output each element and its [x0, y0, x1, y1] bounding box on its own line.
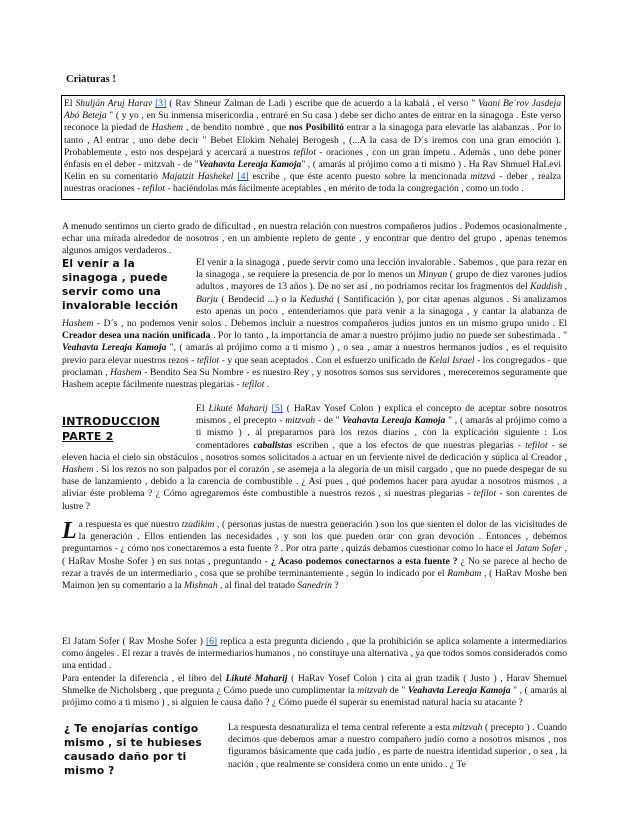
text-run: , ( HaRav Moshe ben Maimon )en su comentario a la: [62, 567, 567, 592]
paragraph-likute-maharij: [62, 403, 567, 513]
side-heading-line: servir como una: [62, 286, 161, 298]
text-run: - los congregados - que proclaman ,: [62, 354, 567, 378]
side-heading-line: causado daño por ti: [64, 751, 187, 763]
text-run: , ( HaRav Moshe Sofer ) en sus notas , preguntando -: [62, 543, 567, 567]
text-run: escribe , que éste acento puesto sobre la mencionada: [248, 171, 471, 183]
text-run: , al final del tratado: [217, 580, 298, 592]
term-mitzva: mitzvá: [470, 171, 496, 183]
term-hashem: Hashem: [151, 122, 184, 134]
term-sanedrin: Sanedrín: [297, 580, 332, 592]
text-run: - y que sean aceptados . Con el esfuerzo unificado de: [219, 354, 429, 366]
text-run: ¿ No se parece al hecho de rezar a través de un intermediario , cosa que se prohíbe terminantemente , según lo indicado por el: [62, 555, 567, 579]
text-run: ( grupo de diez varones judíos adultos , mayores de 13 años ). De no ser así , no podríamos recitar los fragmentos del: [196, 269, 567, 293]
footnote-link-6[interactable]: [6]: [205, 636, 218, 647]
term-majatzit-hashekel: Majatzit Hashekel: [161, 171, 234, 183]
bold-phrase: ¿ Acaso podemos conectarnos a esta fuente ?: [270, 555, 458, 567]
footnote-link-4[interactable]: [4]: [237, 171, 249, 183]
text-run: ( precepto ) . Cuando decimos que debemos amar a nuestro compañero judío como a nosotros mismos , nos figuramos básicamente que cada judío , es parte de nuestra identidad superior , o sea , la nación , que realmente se considera como un ente unido . ¿ Te: [228, 722, 567, 770]
term-mitzvah: mitzvah: [452, 722, 483, 733]
term-kaddish: Kaddish: [530, 281, 563, 293]
text-run: - D´s , no podemos venir solos . Debemos incluir a nuestros compañeros judíos juntos en un mismo grupo unido . El: [93, 318, 567, 330]
text-run: El: [196, 403, 209, 414]
text-run: escriben , que a los efectos de que nuestras plegarias -: [292, 439, 526, 451]
term-hashem: Hashem: [62, 464, 94, 476]
text-run: ( HaRav Yosef Colon ) cita al gran tzadik ( Justo ) , Harav Shemuel Shmelke de Nicholsberg , que pregunta ¿ Cómo puede uno cumplimentar la: [62, 673, 567, 697]
text-run: Para entender la diferencia , el libro del: [62, 673, 226, 684]
text-run: - son carentes de lustre ?: [62, 488, 567, 512]
text-run: a respuesta es que nuestro: [78, 519, 182, 530]
term-veahavta: Veahavta Lereaja Kamoja: [62, 342, 167, 354]
text-run: ( Rav Shneur Zalman de Ladi ) escribe que de acuerdo a la kabalá , el verso ": [166, 98, 479, 109]
text-run: " , ( amarás al prójimo como a ti mismo ) , al prepararnos para los rezos diarios , con la explicación siguiente : Los comentadores: [196, 415, 568, 451]
paragraph-intro: A menudo sentimos un cierto grado de dificultad , en nuestra relación con nuestros compañeros judíos . Podemos ocasionalmente , echar una mirada alrededor de nosotros , en un ambiente repleto de gente , y encontrar que dentro del grupo , apenas tenemos algunos amigos verdaderos .: [62, 221, 567, 257]
side-heading-line: ¿ Te enojarías contigo: [64, 723, 199, 735]
paragraph-jatam-sofer: [62, 636, 567, 673]
text-run: ( Bendecid ...) o la: [217, 293, 301, 305]
framed-paragraph: [61, 95, 565, 200]
term-tefilot: tefilot: [293, 146, 316, 158]
side-heading-line: invalorable lección: [62, 300, 179, 312]
text-run: - haciéndolas más fácilmente aceptables , en mérito de toda la congregación , como un todo .: [164, 183, 524, 195]
term-veahavta: Veahavta Lereaja Kamoja: [198, 159, 302, 171]
text-run: " ( y yo , en Su inmensa misericordia , entraré en Su casa ) debe ser dicho antes de entrar en la sinagoga . Este verso reconoce la piedad de: [64, 110, 561, 134]
text-run: " , ( amarás al prójimo como a ti mismo ) . Ha Rav Shmuel HaLevi Kelin en su comentario: [64, 159, 561, 183]
side-heading-enojarias: [64, 722, 220, 778]
text-run: ,: [562, 281, 567, 293]
term-minyan: Minyan: [417, 269, 448, 281]
term-tefilot: tefilot: [242, 379, 265, 391]
text-run: de ": [387, 685, 408, 697]
term-hashem: Hashem: [62, 318, 94, 330]
term-veahavta: Veahavta Lereaja Kamoja: [342, 415, 446, 427]
side-heading-line: INTRODUCCION: [62, 415, 160, 428]
text-run: entrar a la sinagoga para elevarle las alabanzas . Por lo tanto , Al entrar , uno debe decir " Bebet Elokim Nehalej Berogesh , (...A la casa de D´s iremos con una gran emoción ). Probablemente , esto nos despejará y acercará a nuestros: [64, 122, 561, 158]
text-run: - de ": [315, 415, 343, 427]
text-run: - deber , realza nuestras oraciones -: [64, 171, 562, 195]
term-rambam: Rambam: [447, 567, 482, 579]
term-tefilot: tefilot: [196, 354, 220, 366]
term-tefilot: tefilot: [473, 488, 497, 500]
side-heading-line: sinagoga , puede: [62, 272, 168, 284]
text-run: - oraciones , con un gran ímpetu . Además , uno debe poner énfasis en el deber - mitzvah - de ": [64, 146, 562, 171]
side-heading-line: mismo , si te hubieses: [64, 737, 202, 749]
term-barju: Barju: [196, 293, 218, 305]
paragraph-sinagoga: [62, 257, 567, 391]
drop-cap: L: [62, 518, 77, 544]
term-mitzvah: mitzvah: [285, 415, 316, 427]
term-tefilot: tefilot: [142, 183, 165, 195]
text-run: replica a esta pregunta diciendo , que la prohibición se aplica solamente a intermediarios como ángeles . El rezar a través de intermediarios humanos , no constituye una alternativa , ya que todos somos considerados como una entidad .: [62, 636, 567, 672]
term-veahavta: Veahavta Lereaja Kamoja: [407, 685, 511, 697]
term-tefilot: tefilot: [525, 439, 548, 451]
term-hashem: Hashem: [110, 366, 142, 378]
term-mishnah: Mishnah: [184, 580, 218, 592]
page-title: Criaturas !: [66, 74, 116, 85]
footnote-link-5[interactable]: [5]: [271, 403, 283, 414]
text-run: El Jatam Sofer ( Rav Moshe Sofer ): [62, 636, 206, 647]
term-likute-maharij: Likuté Maharij: [225, 673, 288, 684]
text-run: ( Santificación ), por citar apenas algunos . Si analizamos esto apenas un poco , entenderíamos que para venir a la sinagoga , y cantar la alabanza de: [196, 293, 567, 317]
paragraph-respuesta-desnaturaliza: [228, 722, 567, 771]
text-run: El: [64, 98, 76, 109]
text-run: - Bendito Sea Su Nombre - es nuestro Rey , y nosotros somos sus servidores , mereceremos seguramente que Hashem acepte fácilmente nuestras plegarias -: [62, 366, 567, 391]
bold-phrase: Creador desea una nación unificada: [62, 330, 211, 342]
text-run: ?: [331, 580, 339, 592]
text-run: . Por lo tanto , la importancia de amar a nuestro prójimo judío no puede ser subestimada . ": [210, 330, 567, 342]
text-run: " , ( amarás al prójimo como a ti mismo ) , si alguien le causa daño ? ¿ Cómo puede él superar su enemistad natural hacia su atacante ?: [62, 685, 568, 709]
bold-phrase: nos Posibilitó: [288, 122, 344, 134]
paragraph-diferencia: [62, 673, 567, 710]
side-heading-line: El venir a la: [62, 258, 135, 270]
side-heading-line: PARTE 2: [62, 430, 114, 443]
text-run: .: [264, 379, 270, 391]
text-run: ", ( amarás al prójimo como a ti mismo ) , o sea , amar a nuestros hermanos judíos , es el requisito previo para elevar nuestros rezos -: [62, 342, 567, 366]
text-run: , de bendito nombre , que: [183, 122, 289, 134]
text-run: - se eleven hacia el cielo sin obstáculos , nosotros somos solicitados a actuar en un ferviente nivel de dedicación y súplica al Creador ,: [62, 439, 568, 463]
term-tzadikim: tzadikim: [181, 519, 215, 530]
term-shulchan-aruj: Shulján Aruj Harav: [75, 98, 153, 109]
text-run: La respuesta desnaturaliza el tema central referente a esta: [228, 722, 453, 733]
footnote-link-3[interactable]: [3]: [155, 98, 167, 109]
paragraph-respuesta: [62, 519, 567, 592]
text-run: El venir a la sinagoga , puede servir como una lección invalorable . Sabemos , que para rezar en la sinagoga , se requiere la presencia de por lo menos un: [196, 257, 567, 281]
text-run: ( HaRav Yosef Colon ) explica el concepto de aceptar sobre nosotros mismos , el precepto -: [196, 403, 567, 427]
term-mitzvah: mitzvah: [357, 685, 388, 697]
text-run: , ( personas justas de nuestra generación ) son los que sienten el dolor de las vicisitudes de la generación . Ellos entienden las necesidades , y son los que pueden orar con gran devoción . Entonces , debemos preguntarnos - ¿ cómo nos conectaremos a esta fuente ? . Por otra parte , quizás debamos cuestionar como lo hace el: [62, 519, 567, 555]
side-heading-line: mismo ?: [64, 765, 115, 777]
term-verse: Vaaní Be´rov Jasdeja Abó Beteja: [64, 98, 561, 122]
term-kelal-israel: Kelal Israel: [428, 354, 475, 366]
term-jatam-sofer: Jatam Sofer: [515, 543, 562, 555]
text-run: . Si los rezos no son palpados por el corazón , se asemeja a la alegoría de un misil cargado , que no puede despegar de su base de lanzamiento , debido a la carencia de combustible . ¿ Así pues , qué podemos hacer para ayudar a nosotros mismos , a aliviar éste problema ? ¿ Cómo agregaremos éste combustible a nuestros rezos , si nuestras plegarias -: [62, 464, 567, 500]
term-kedusha: Kedushá: [300, 293, 334, 305]
term-likute-maharij: Likuté Maharij: [208, 403, 268, 414]
term-cabalistas: cabalistas: [253, 439, 293, 451]
